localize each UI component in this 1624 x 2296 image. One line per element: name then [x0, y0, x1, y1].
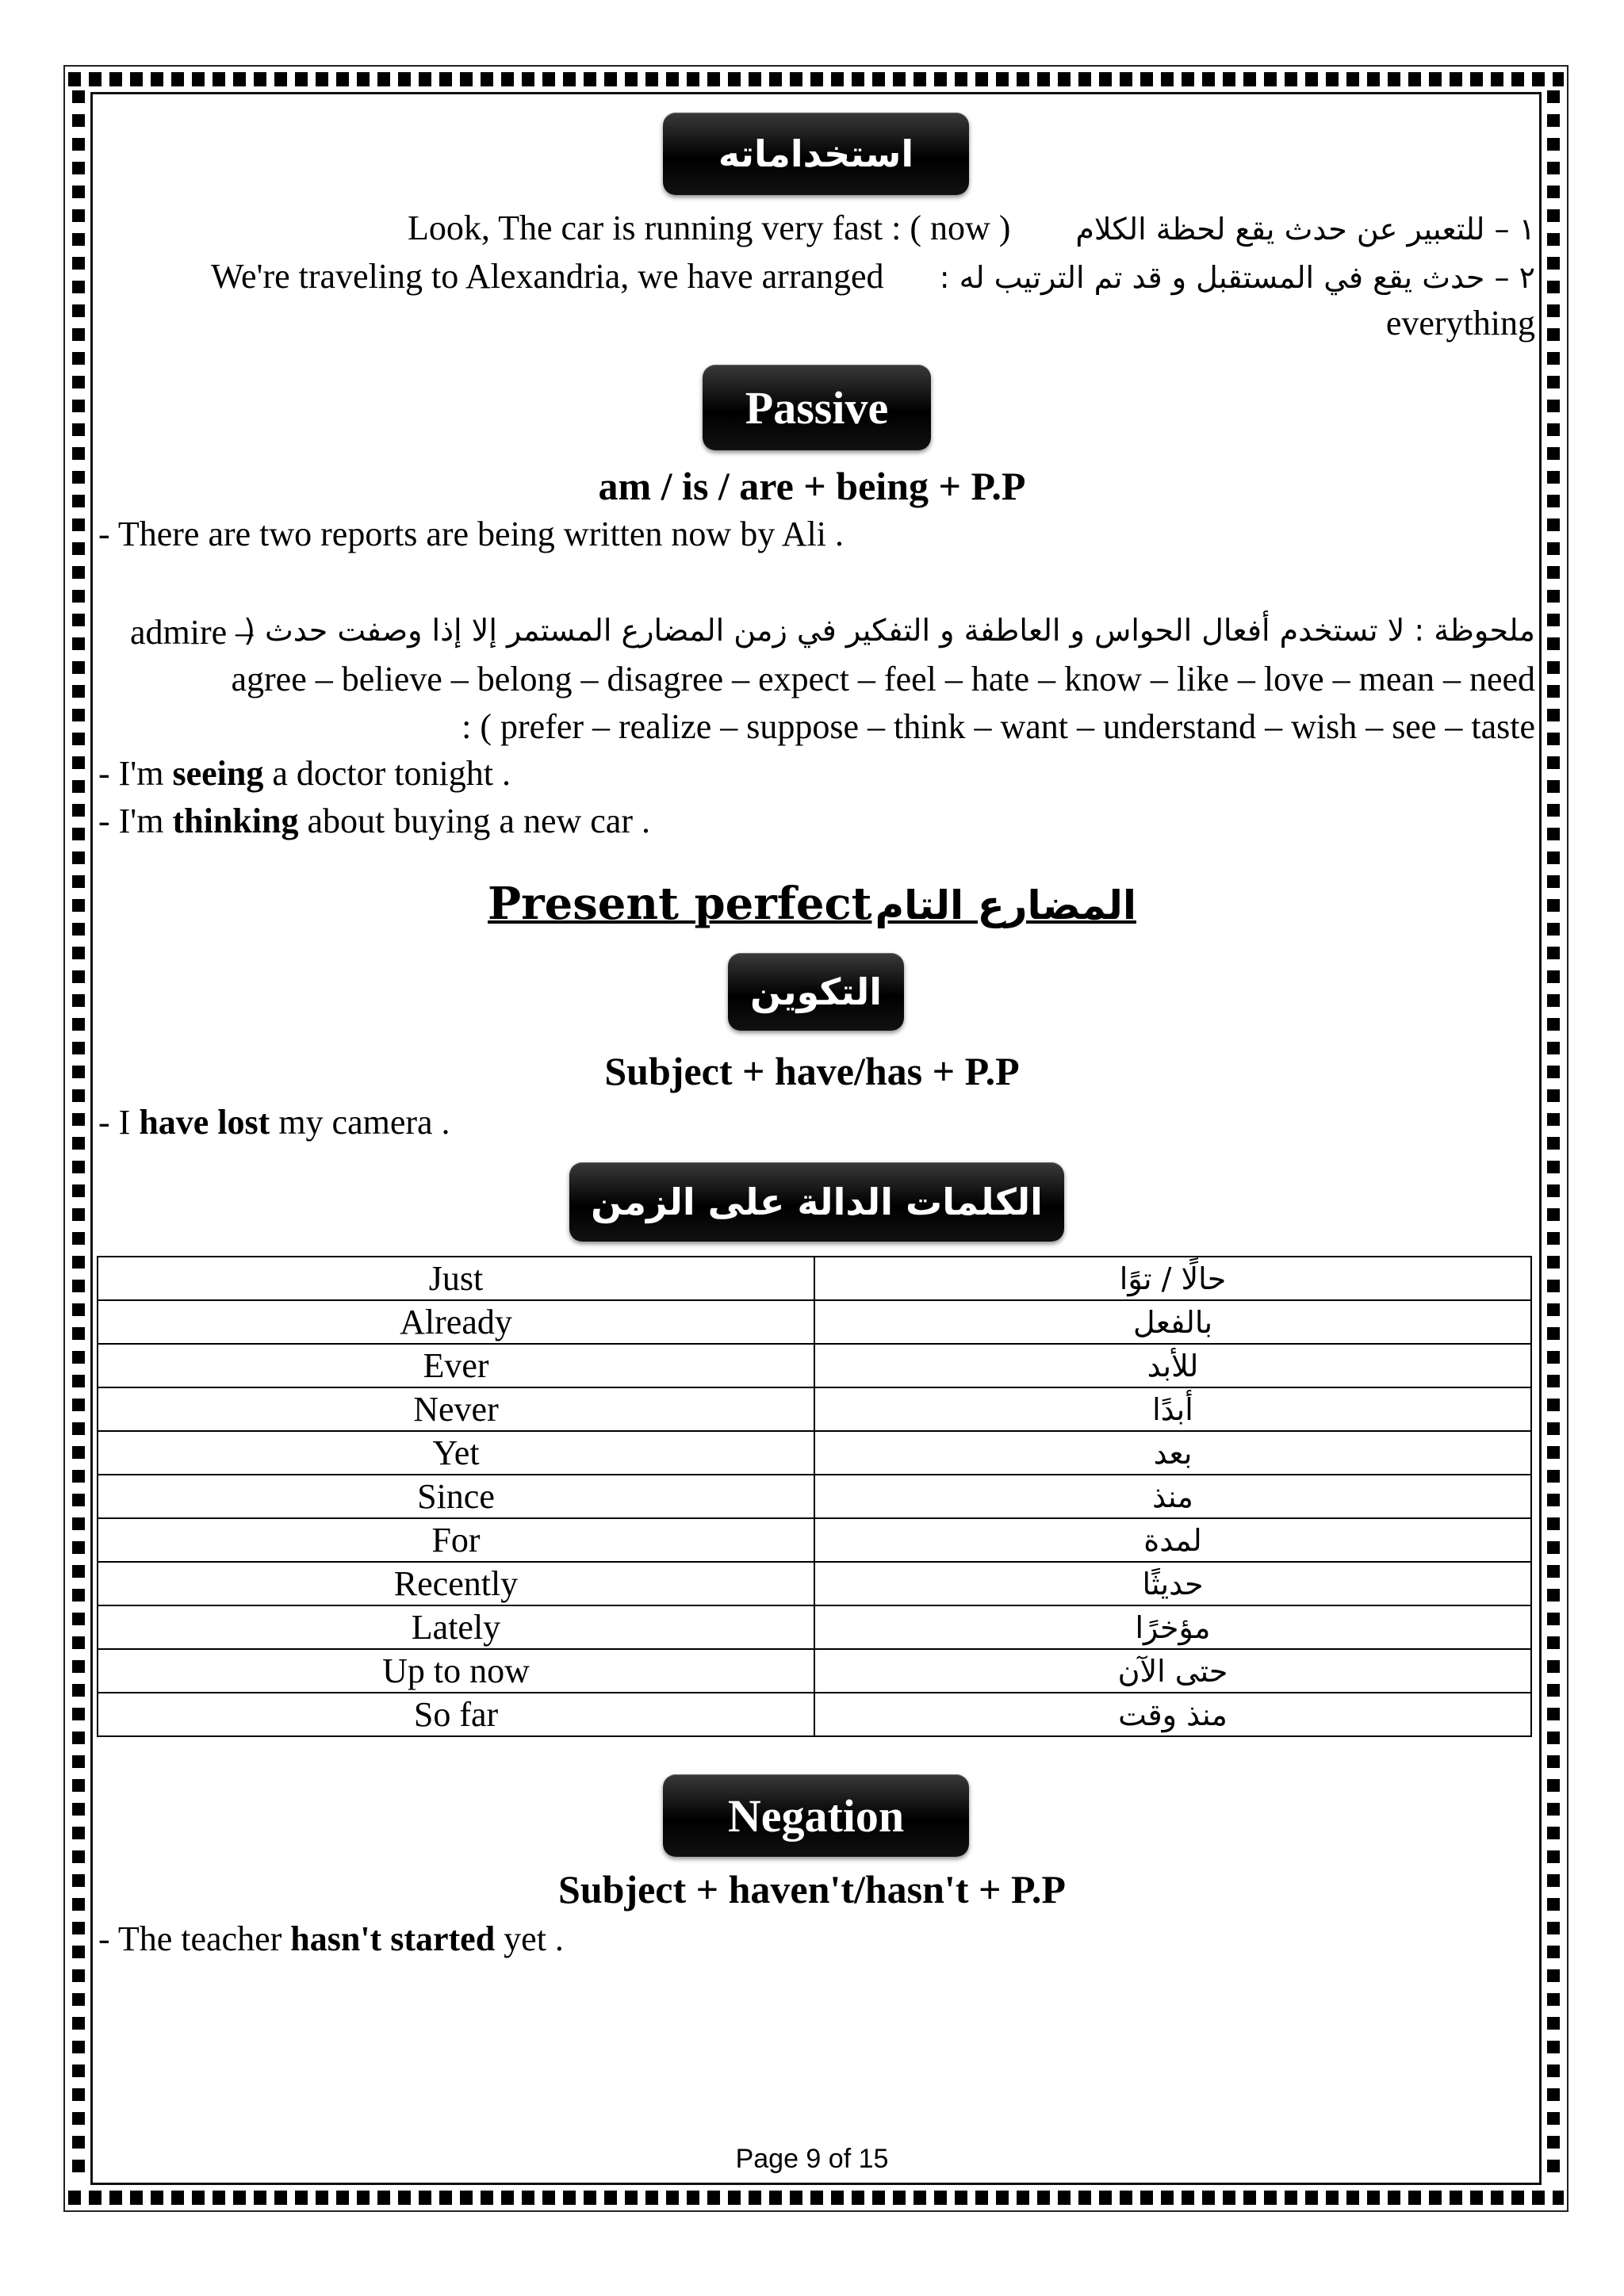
keyword-english: Already [98, 1300, 814, 1344]
keyword-english: Yet [98, 1431, 814, 1475]
usages-heading: استخداماته [663, 113, 969, 195]
passive-heading: Passive [703, 365, 931, 450]
keywords-table [97, 1256, 1532, 1737]
keyword-arabic: بالفعل [814, 1300, 1531, 1344]
usage-2-continuation: everything [1385, 304, 1535, 342]
keyword-english: So far [98, 1693, 814, 1736]
usage-2-example: We're traveling to Alexandria, we have arranged [211, 257, 884, 296]
formation-heading: التكوين [728, 953, 904, 1031]
note-verbs-line-2: agree – believe – belong – disagree – expect – feel – hate – know – like – love – mean – need [231, 660, 1535, 698]
keyword-arabic: منذ [814, 1475, 1531, 1518]
present-perfect-formula: Subject + have/has + P.P [604, 1049, 1020, 1093]
negation-example: - The teacher hasn't started yet . [98, 1919, 564, 1958]
note-arabic: ملحوظة : لا تستخدم أفعال الحواس و العاطفة و التفكير في زمن المضارع المستمر إلا إذا وصفت حدث ( [243, 613, 1535, 648]
keyword-english: Just [98, 1257, 814, 1300]
usage-1-description: ١ – للتعبير عن حدث يقع لحظة الكلام [1075, 212, 1535, 247]
table-row [98, 1518, 1531, 1562]
table-row [98, 1344, 1531, 1387]
table-row [98, 1649, 1531, 1693]
keyword-arabic: لمدة [814, 1518, 1531, 1562]
note-example-1: - I'm seeing a doctor tonight . [98, 754, 511, 793]
negation-heading: Negation [663, 1774, 969, 1857]
keyword-english: Ever [98, 1344, 814, 1387]
page-border-top [68, 70, 1564, 89]
table-row [98, 1300, 1531, 1344]
keyword-arabic: حتى الآن [814, 1649, 1531, 1693]
keyword-english: For [98, 1518, 814, 1562]
usage-2-description: ٢ – حدث يقع في المستقبل و قد تم الترتيب له : [939, 260, 1535, 295]
keyword-arabic: منذ وقت [814, 1693, 1531, 1736]
keyword-english: Never [98, 1387, 814, 1431]
negation-formula: Subject + haven't/hasn't + P.P [558, 1867, 1066, 1911]
table-row [98, 1431, 1531, 1475]
note-verbs-start: admire – [130, 613, 254, 652]
table-row [98, 1605, 1531, 1649]
table-row [98, 1562, 1531, 1605]
table-row [98, 1693, 1531, 1736]
keyword-english: Lately [98, 1605, 814, 1649]
keyword-english: Recently [98, 1562, 814, 1605]
keywords-heading: الكلمات الدالة على الزمن [569, 1162, 1064, 1242]
keyword-arabic: أبدًا [814, 1387, 1531, 1431]
usage-1-example: Look, The car is running very fast : ( now ) [408, 209, 1011, 247]
table-row [98, 1475, 1531, 1518]
keyword-english: Since [98, 1475, 814, 1518]
note-example-2: - I'm thinking about buying a new car . [98, 802, 650, 840]
passive-formula: am / is / are + being + P.P [598, 464, 1026, 508]
note-verbs-line-3: : ( prefer – realize – suppose – think – want – understand – wish – see – taste [462, 707, 1535, 746]
keyword-arabic: بعد [814, 1431, 1531, 1475]
present-perfect-example: - I have lost my camera . [98, 1103, 450, 1142]
keyword-arabic: حديثًا [814, 1562, 1531, 1605]
keyword-english: Up to now [98, 1649, 814, 1693]
passive-example: - There are two reports are being written now by Ali . [98, 515, 845, 553]
keyword-arabic: مؤخرًا [814, 1605, 1531, 1649]
present-perfect-title: Present perfect المضارع التام [487, 878, 1137, 930]
table-row [98, 1257, 1531, 1300]
page-border-bottom [68, 2188, 1564, 2207]
page-number: Page 9 of 15 [735, 2144, 889, 2174]
keyword-arabic: حالًا / توًا [814, 1257, 1531, 1300]
table-row [98, 1387, 1531, 1431]
keyword-arabic: للأبد [814, 1344, 1531, 1387]
